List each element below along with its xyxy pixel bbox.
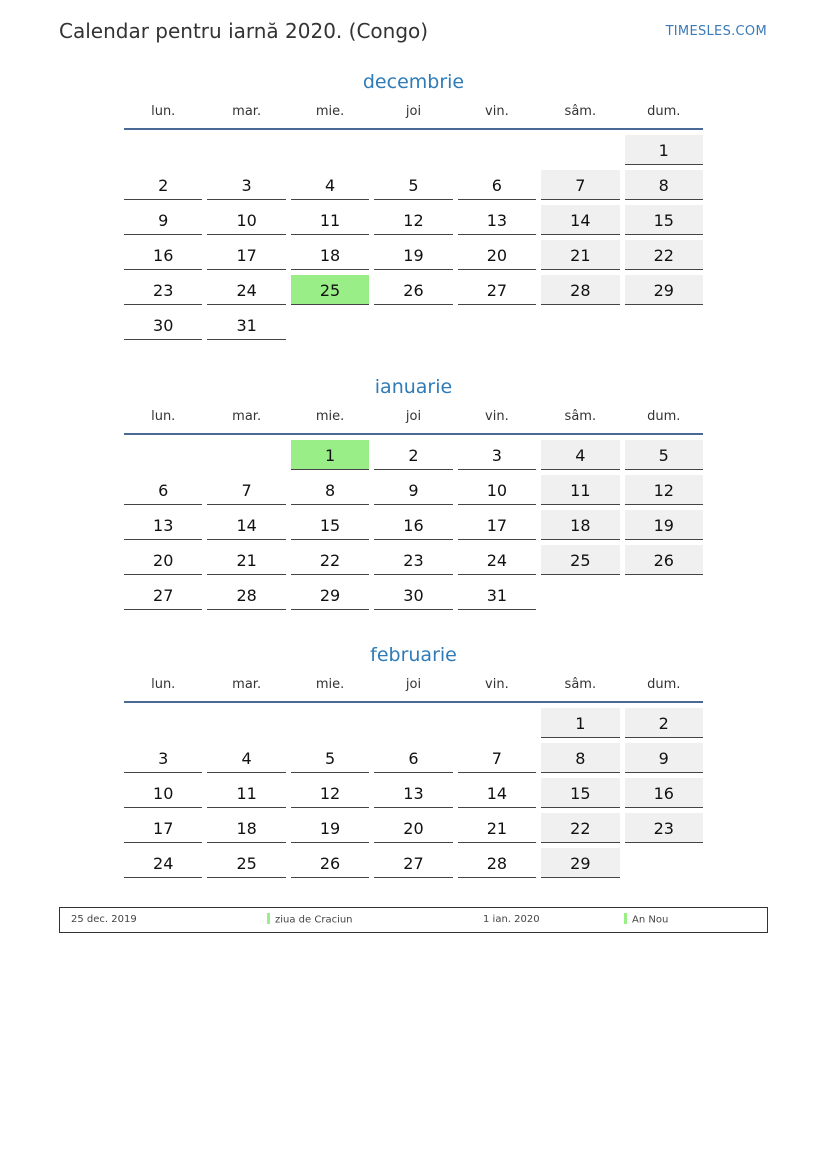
weekday-label: mar. — [232, 677, 262, 692]
day-cell: 9 — [124, 205, 202, 235]
empty-cell — [458, 135, 536, 165]
day-cell: 7 — [458, 743, 536, 773]
week-row — [124, 310, 703, 340]
day-cell: 4 — [541, 440, 619, 470]
week-row — [124, 475, 703, 505]
month-january — [124, 373, 703, 610]
weekday-label: dum. — [647, 409, 681, 424]
weekday-label: lun. — [151, 677, 176, 692]
day-cell: 30 — [374, 580, 452, 610]
day-cell: 9 — [625, 743, 703, 773]
day-cell: 10 — [207, 205, 285, 235]
day-cell: 28 — [541, 275, 619, 305]
day-cell: 12 — [625, 475, 703, 505]
day-cell: 17 — [124, 813, 202, 843]
weekday-label: joi — [405, 677, 422, 692]
empty-cell — [541, 135, 619, 165]
day-cell: 28 — [458, 848, 536, 878]
empty-cell — [374, 135, 452, 165]
weekday-label: joi — [405, 104, 422, 119]
weekday-label: lun. — [151, 409, 176, 424]
day-cell: 11 — [291, 205, 369, 235]
day-cell: 25 — [207, 848, 285, 878]
week-row — [124, 275, 703, 305]
day-cell: 15 — [625, 205, 703, 235]
day-cell: 25 — [541, 545, 619, 575]
day-cell: 10 — [124, 778, 202, 808]
day-cell: 21 — [541, 240, 619, 270]
day-cell: 8 — [291, 475, 369, 505]
day-cell: 3 — [207, 170, 285, 200]
weekday-label: mie. — [315, 104, 345, 119]
weekday-label: mie. — [315, 409, 345, 424]
day-cell: 26 — [374, 275, 452, 305]
day-cell: 14 — [541, 205, 619, 235]
day-cell: 31 — [207, 310, 285, 340]
day-cell: 7 — [207, 475, 285, 505]
day-cell: 22 — [541, 813, 619, 843]
day-cell: 13 — [458, 205, 536, 235]
day-cell: 13 — [124, 510, 202, 540]
weekday-header — [124, 104, 703, 130]
day-cell: 4 — [291, 170, 369, 200]
day-cell: 1 — [291, 440, 369, 470]
empty-cell — [124, 440, 202, 470]
day-cell: 29 — [625, 275, 703, 305]
day-cell: 1 — [625, 135, 703, 165]
day-cell: 17 — [458, 510, 536, 540]
empty-cell — [374, 708, 452, 738]
day-cell: 31 — [458, 580, 536, 610]
legend-date: 1 ian. 2020 — [483, 914, 540, 925]
empty-cell — [374, 310, 452, 340]
week-row — [124, 170, 703, 200]
empty-cell — [458, 708, 536, 738]
empty-cell — [625, 580, 703, 610]
week-row — [124, 240, 703, 270]
day-cell: 16 — [374, 510, 452, 540]
week-row — [124, 135, 703, 165]
day-cell: 19 — [625, 510, 703, 540]
day-cell: 23 — [124, 275, 202, 305]
day-cell: 23 — [374, 545, 452, 575]
empty-cell — [207, 135, 285, 165]
week-row — [124, 580, 703, 610]
empty-cell — [625, 848, 703, 878]
weekday-label: mar. — [232, 104, 262, 119]
day-cell: 8 — [541, 743, 619, 773]
day-cell: 15 — [291, 510, 369, 540]
day-cell: 16 — [124, 240, 202, 270]
week-row — [124, 708, 703, 738]
weekday-label: sâm. — [564, 677, 597, 692]
month-december — [124, 68, 703, 340]
day-cell: 3 — [124, 743, 202, 773]
brand-link[interactable]: TIMESLES.COM — [665, 24, 767, 39]
week-row — [124, 440, 703, 470]
day-cell: 21 — [458, 813, 536, 843]
day-cell: 27 — [374, 848, 452, 878]
day-cell: 12 — [374, 205, 452, 235]
day-cell: 13 — [374, 778, 452, 808]
week-row — [124, 510, 703, 540]
day-cell: 14 — [207, 510, 285, 540]
weekday-label: vin. — [485, 677, 509, 692]
month-grid — [124, 135, 703, 340]
month-title: februarie — [370, 644, 457, 666]
day-cell: 19 — [291, 813, 369, 843]
day-cell: 25 — [291, 275, 369, 305]
day-cell: 6 — [124, 475, 202, 505]
day-cell: 6 — [374, 743, 452, 773]
day-cell: 7 — [541, 170, 619, 200]
day-cell: 11 — [207, 778, 285, 808]
day-cell: 26 — [291, 848, 369, 878]
weekday-header — [124, 409, 703, 435]
day-cell: 18 — [291, 240, 369, 270]
day-cell: 20 — [374, 813, 452, 843]
day-cell: 2 — [625, 708, 703, 738]
legend-date: 25 dec. 2019 — [71, 914, 137, 925]
day-cell: 11 — [541, 475, 619, 505]
week-row — [124, 743, 703, 773]
empty-cell — [124, 135, 202, 165]
empty-cell — [291, 310, 369, 340]
day-cell: 9 — [374, 475, 452, 505]
day-cell: 29 — [291, 580, 369, 610]
weekday-label: sâm. — [564, 104, 597, 119]
day-cell: 18 — [541, 510, 619, 540]
week-row — [124, 205, 703, 235]
empty-cell — [124, 708, 202, 738]
day-cell: 2 — [124, 170, 202, 200]
empty-cell — [291, 708, 369, 738]
weekday-label: sâm. — [564, 409, 597, 424]
day-cell: 26 — [625, 545, 703, 575]
weekday-header — [124, 677, 703, 703]
day-cell: 19 — [374, 240, 452, 270]
weekday-label: joi — [405, 409, 422, 424]
day-cell: 18 — [207, 813, 285, 843]
weekday-label: lun. — [151, 104, 176, 119]
empty-cell — [625, 310, 703, 340]
empty-cell — [541, 310, 619, 340]
day-cell: 27 — [458, 275, 536, 305]
month-title: decembrie — [362, 71, 465, 93]
weekday-label: mie. — [315, 677, 345, 692]
day-cell: 23 — [625, 813, 703, 843]
legend-holiday — [624, 914, 668, 926]
empty-cell — [458, 310, 536, 340]
day-cell: 27 — [124, 580, 202, 610]
week-row — [124, 813, 703, 843]
day-cell: 28 — [207, 580, 285, 610]
day-cell: 14 — [458, 778, 536, 808]
week-row — [124, 778, 703, 808]
weekday-label: vin. — [485, 104, 509, 119]
day-cell: 12 — [291, 778, 369, 808]
month-february — [124, 641, 703, 878]
day-cell: 10 — [458, 475, 536, 505]
month-grid — [124, 440, 703, 610]
weekday-label: dum. — [647, 677, 681, 692]
day-cell: 6 — [458, 170, 536, 200]
day-cell: 5 — [291, 743, 369, 773]
empty-cell — [207, 440, 285, 470]
day-cell: 24 — [124, 848, 202, 878]
day-cell: 5 — [625, 440, 703, 470]
day-cell: 29 — [541, 848, 619, 878]
weekday-label: vin. — [485, 409, 509, 424]
day-cell: 21 — [207, 545, 285, 575]
holiday-legend — [59, 907, 768, 933]
day-cell: 3 — [458, 440, 536, 470]
week-row — [124, 848, 703, 878]
weekday-label: mar. — [232, 409, 262, 424]
day-cell: 20 — [458, 240, 536, 270]
week-row — [124, 545, 703, 575]
day-cell: 1 — [541, 708, 619, 738]
day-cell: 20 — [124, 545, 202, 575]
holiday-color-marker — [624, 913, 627, 924]
empty-cell — [207, 708, 285, 738]
legend-holiday-name: An Nou — [632, 914, 669, 926]
day-cell: 17 — [207, 240, 285, 270]
legend-holiday-name: ziua de Craciun — [275, 914, 353, 926]
legend-holiday — [267, 914, 353, 926]
holiday-color-marker — [267, 913, 270, 924]
month-grid — [124, 708, 703, 878]
day-cell: 16 — [625, 778, 703, 808]
day-cell: 22 — [291, 545, 369, 575]
empty-cell — [541, 580, 619, 610]
day-cell: 22 — [625, 240, 703, 270]
day-cell: 4 — [207, 743, 285, 773]
day-cell: 2 — [374, 440, 452, 470]
weekday-label: dum. — [647, 104, 681, 119]
day-cell: 15 — [541, 778, 619, 808]
empty-cell — [291, 135, 369, 165]
page-title: Calendar pentru iarnă 2020. (Congo) — [59, 19, 429, 43]
day-cell: 24 — [207, 275, 285, 305]
day-cell: 8 — [625, 170, 703, 200]
day-cell: 5 — [374, 170, 452, 200]
day-cell: 24 — [458, 545, 536, 575]
month-title: ianuarie — [374, 376, 453, 398]
day-cell: 30 — [124, 310, 202, 340]
